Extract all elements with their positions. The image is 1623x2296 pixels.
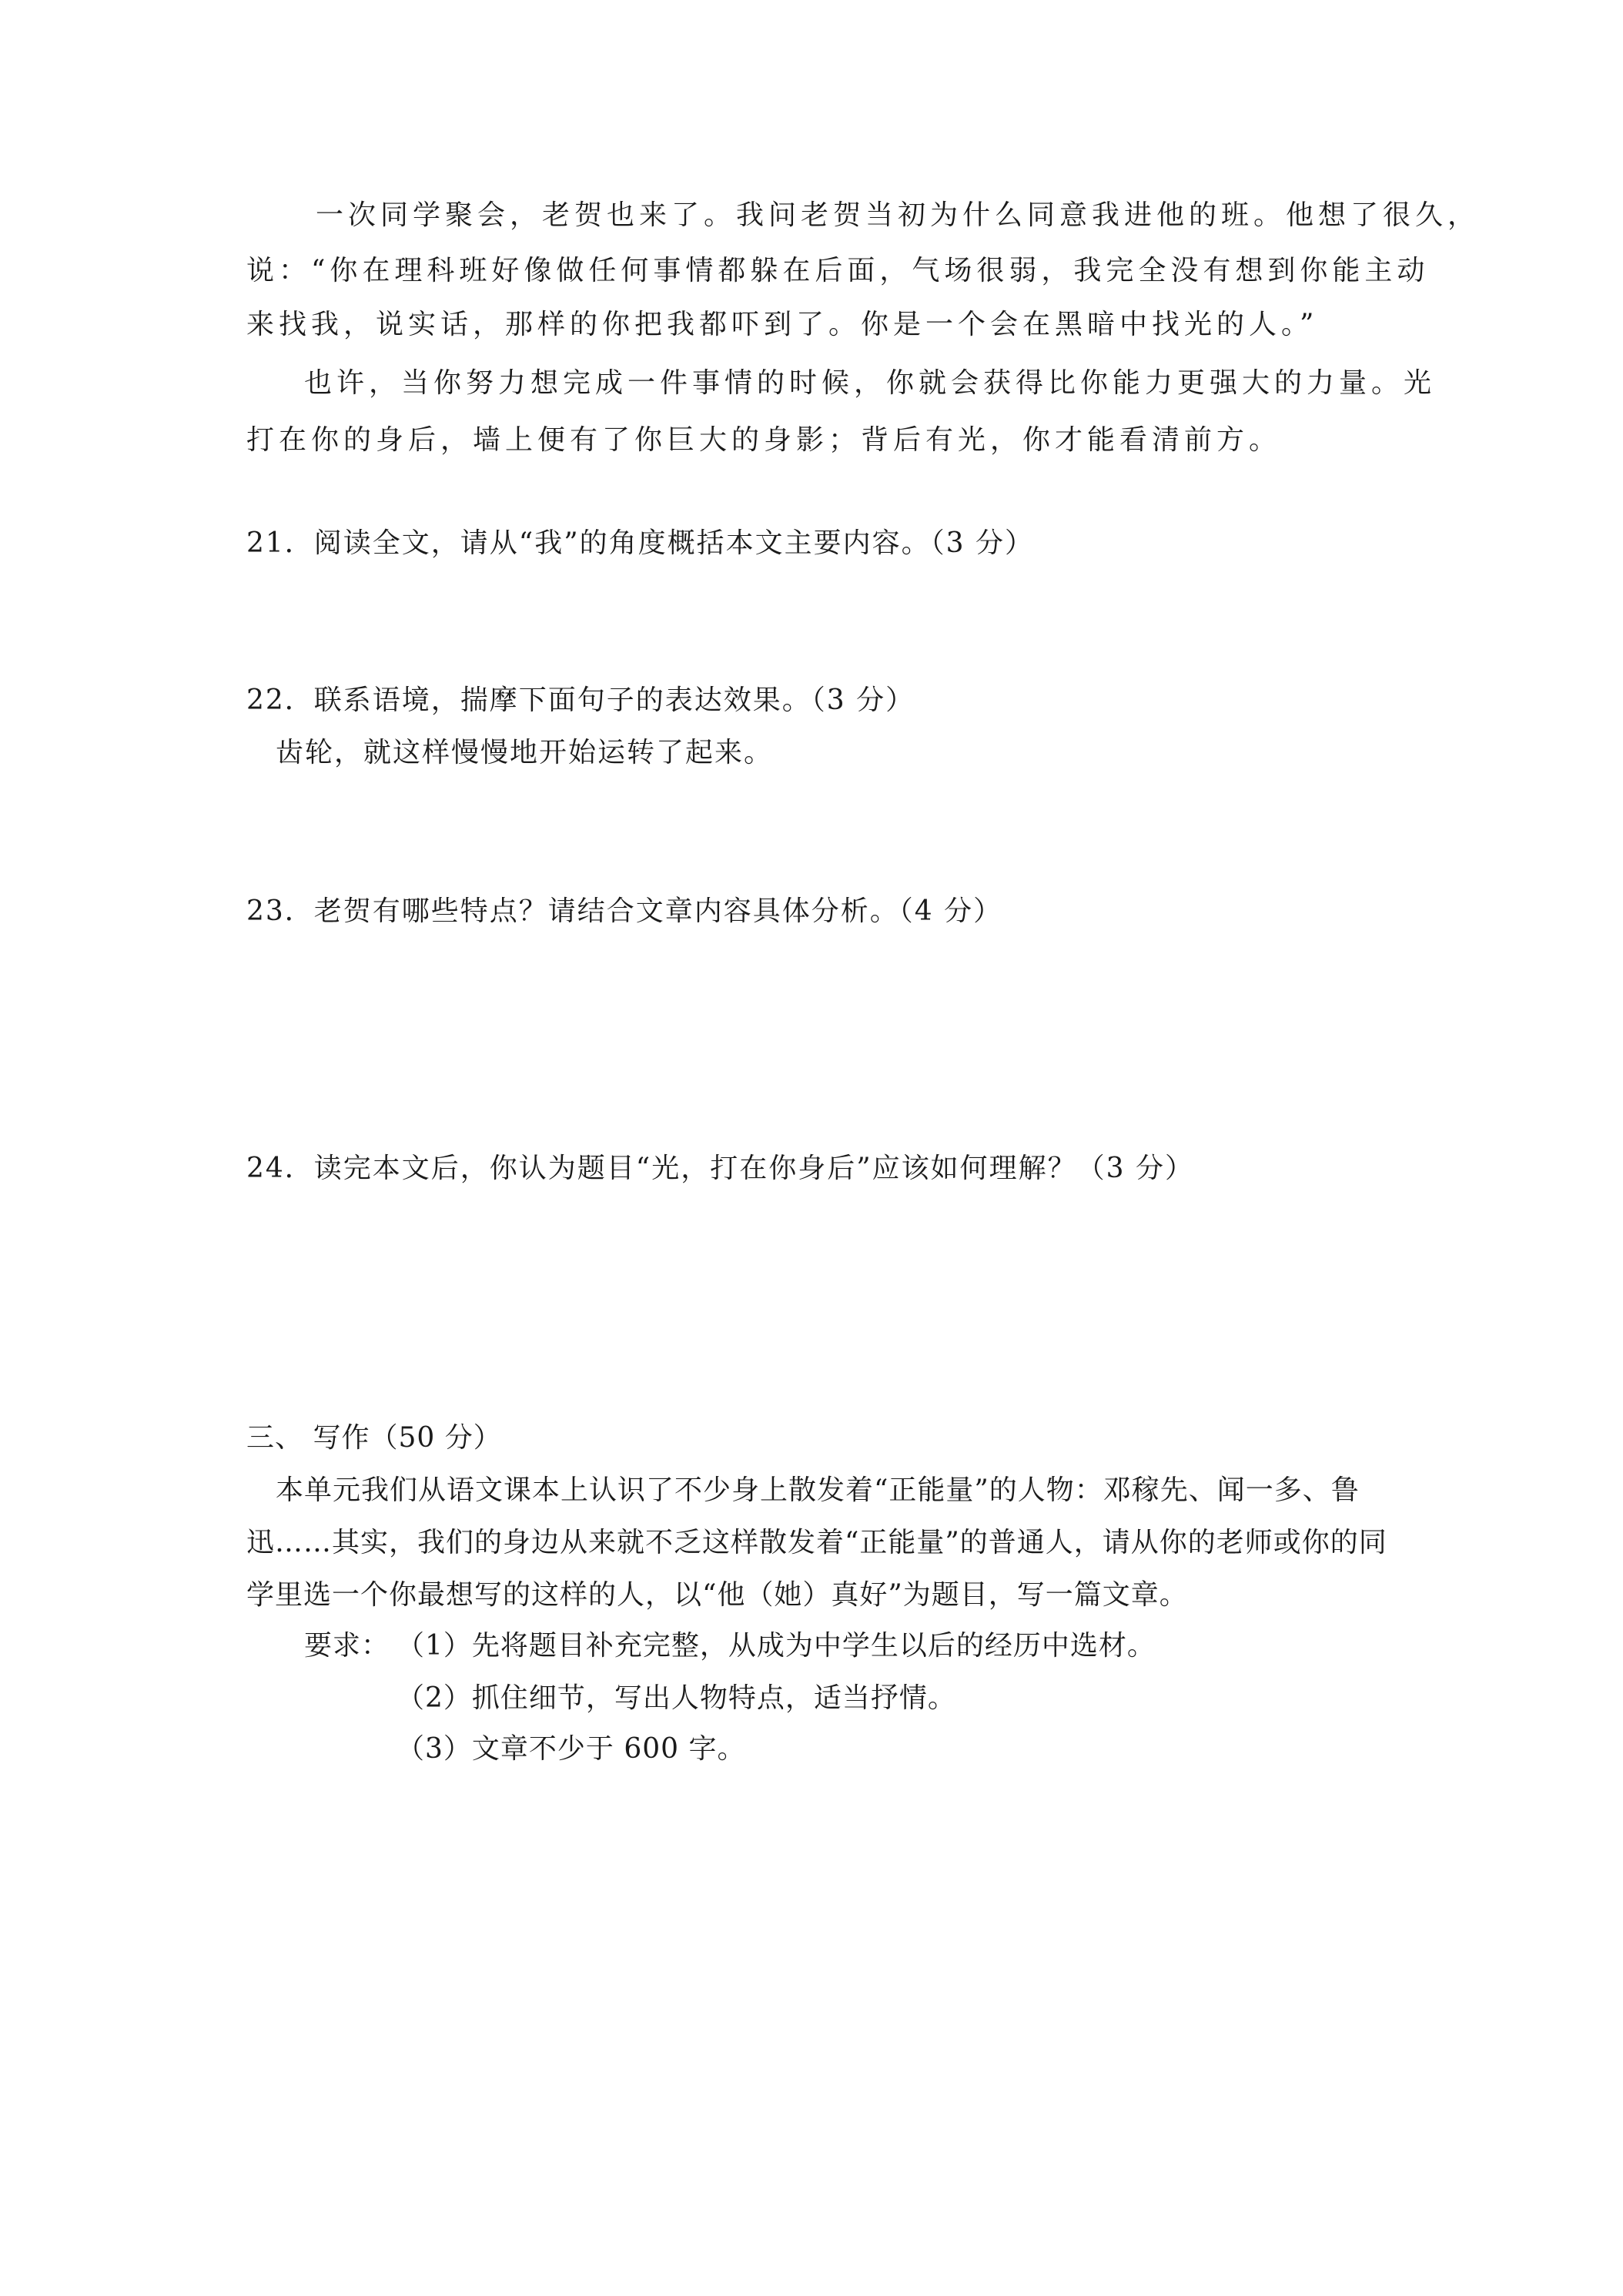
writing-heading: 三、 写作（50 分） bbox=[246, 1422, 502, 1454]
writing-prompt-line-2: 迅……其实，我们的身边从来就不乏这样散发着“正能量”的普通人，请从你的老师或你的同 bbox=[246, 1527, 1387, 1558]
question-22: 22．联系语境，揣摩下面句子的表达效果。（3 分） bbox=[246, 684, 915, 716]
passage-p2-line-1: 也许，当你努力想完成一件事情的时候，你就会获得比你能力更强大的力量。光 bbox=[304, 367, 1437, 399]
requirement-1: （1）先将题目补充完整，从成为中学生以后的经历中选材。 bbox=[397, 1630, 1156, 1662]
writing-prompt-line-1: 本单元我们从语文课本上认识了不少身上散发着“正能量”的人物：邓稼先、闻一多、鲁 bbox=[276, 1474, 1360, 1506]
question-24: 24．读完本文后，你认为题目“光，打在你身后”应该如何理解？（3 分） bbox=[246, 1153, 1194, 1184]
passage-p2-line-2: 打在你的身后，墙上便有了你巨大的身影；背后有光，你才能看清前方。 bbox=[246, 424, 1282, 456]
passage-p1-line-1: 一次同学聚会，老贺也来了。我问老贺当初为什么同意我进他的班。他想了很久， bbox=[316, 199, 1481, 231]
question-21: 21．阅读全文，请从“我”的角度概括本文主要内容。（3 分） bbox=[246, 527, 1034, 559]
requirements-label: 要求： bbox=[304, 1630, 390, 1662]
requirement-3: （3）文章不少于 600 字。 bbox=[397, 1733, 746, 1765]
writing-prompt-line-3: 学里选一个你最想写的这样的人，以“他（她）真好”为题目，写一篇文章。 bbox=[246, 1579, 1188, 1611]
passage-p1-line-2: 说：“你在理科班好像做任何事情都躲在后面，气场很弱，我完全没有想到你能主动 bbox=[246, 255, 1430, 286]
question-23: 23．老贺有哪些特点？请结合文章内容具体分析。（4 分） bbox=[246, 895, 1003, 927]
question-22-sentence: 齿轮，就这样慢慢地开始运转了起来。 bbox=[276, 737, 774, 768]
requirement-2: （2）抓住细节，写出人物特点，适当抒情。 bbox=[397, 1682, 956, 1714]
passage-p1-line-3: 来找我，说实话，那样的你把我都吓到了。你是一个会在黑暗中找光的人。” bbox=[246, 309, 1319, 340]
